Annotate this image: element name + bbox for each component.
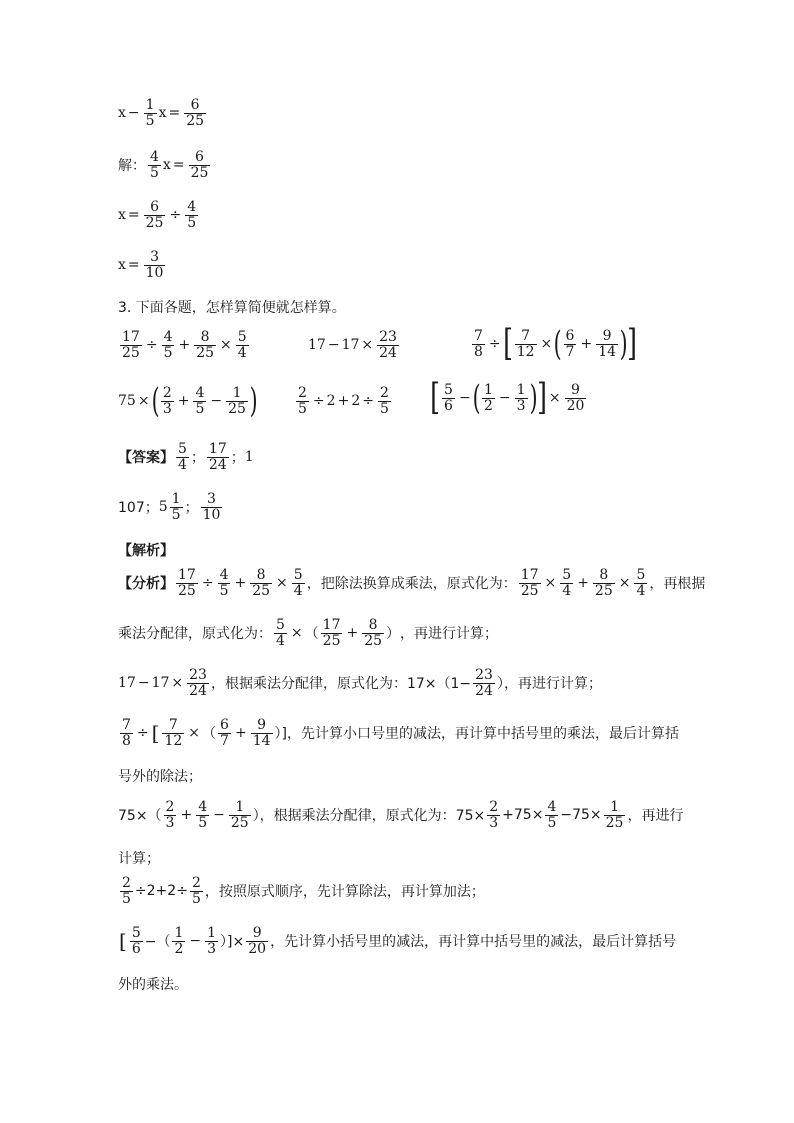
fraction	[193, 386, 206, 416]
left-paren: (	[472, 378, 481, 418]
numerator: 17	[520, 567, 539, 583]
analysis-text: ，先计算小口号里的减法，再计算中括号里的乘法，最后计算括	[286, 726, 679, 743]
numerator: 6	[565, 327, 575, 344]
analysis-text: −（	[144, 934, 171, 951]
denominator: 20	[248, 940, 267, 957]
number: 17	[118, 675, 136, 692]
fraction	[519, 568, 541, 598]
fraction	[172, 926, 185, 956]
analysis-line-3	[118, 718, 679, 748]
numerator: 5	[562, 567, 572, 583]
equals-sign: =	[168, 105, 181, 122]
denominator: 5	[171, 506, 181, 523]
number: 2	[351, 393, 361, 410]
left-paren: （	[304, 626, 319, 643]
analysis-text: ），根据乘法分配律，原式化为：75×	[252, 808, 486, 825]
denominator: 14	[252, 732, 271, 749]
analysis-text: −75×	[560, 807, 602, 824]
numerator: 2	[489, 799, 499, 815]
minus-sign: −	[127, 105, 140, 122]
denominator: 6	[444, 397, 453, 414]
numerator: 9	[602, 327, 612, 344]
numerator: 1	[145, 97, 155, 113]
fraction	[144, 250, 166, 280]
divide-sign: ÷	[201, 575, 214, 592]
denominator: 4	[237, 344, 247, 361]
times-sign: ×	[618, 575, 631, 592]
numerator: 2	[298, 385, 307, 401]
denominator: 3	[162, 400, 172, 417]
denominator: 24	[208, 456, 227, 473]
separator: ；	[230, 450, 245, 467]
analysis-text: ，再进行计算；	[400, 626, 499, 643]
numerator: 4	[163, 329, 173, 345]
denominator: 25	[190, 164, 209, 181]
analysis-line-6	[118, 926, 676, 956]
minus-sign: −	[210, 393, 223, 409]
fraction	[246, 926, 268, 956]
analysis-text: +75×	[502, 807, 544, 824]
fraction	[190, 876, 203, 906]
numerator: 1	[207, 925, 217, 941]
denominator: 20	[566, 397, 585, 414]
fraction	[185, 200, 198, 230]
separator: ；	[184, 500, 199, 517]
whole-part: 5	[158, 499, 168, 516]
numerator: 5	[276, 617, 285, 633]
denominator: 7	[220, 732, 229, 749]
denominator: 3	[489, 814, 499, 831]
denominator: 24	[189, 682, 207, 699]
numerator: 1	[610, 799, 620, 815]
denominator: 5	[219, 582, 229, 599]
analysis-text: ，按照原式顺序，先计算除法，再计算加法；	[204, 884, 485, 901]
numerator: 1	[516, 381, 526, 398]
fraction	[560, 568, 573, 598]
analysis-text: ）]×	[220, 934, 245, 951]
numerator: 17	[122, 329, 140, 345]
number: 2	[326, 393, 336, 410]
analysis-label: 【解析】	[118, 543, 174, 559]
denominator: 2	[174, 940, 184, 957]
fraction	[162, 718, 184, 748]
fraction	[593, 568, 615, 598]
separator: ；	[190, 450, 205, 467]
numerator: 9	[257, 717, 267, 733]
fraction	[442, 383, 455, 413]
denominator: 5	[195, 400, 205, 417]
numerator: 7	[521, 327, 531, 344]
numerator: 7	[122, 717, 131, 733]
numerator: 8	[599, 567, 609, 583]
right-paren: ）	[386, 626, 401, 643]
times-sign: ×	[137, 393, 150, 409]
problem-6	[430, 377, 588, 418]
plus-sign: +	[234, 725, 247, 742]
minus-sign: −	[498, 390, 511, 406]
divide-sign: ÷	[169, 207, 182, 224]
denominator: 10	[145, 264, 164, 281]
var-x: x	[118, 105, 126, 122]
fraction	[164, 800, 177, 830]
times-sign: ×	[548, 390, 561, 406]
numerator: 1	[232, 384, 242, 401]
fraction	[120, 718, 133, 748]
numerator: 5	[636, 567, 646, 583]
analysis-sub-label: 【分析】	[118, 576, 174, 593]
denominator: 3	[516, 397, 526, 414]
plus-sign: +	[580, 336, 593, 352]
denominator: 25	[252, 582, 271, 599]
fraction	[515, 329, 537, 359]
numerator: 4	[195, 384, 205, 401]
times-sign: ×	[361, 337, 374, 354]
minus-sign: −	[137, 675, 150, 692]
denominator: 25	[605, 814, 624, 831]
numerator: 9	[571, 381, 580, 398]
divide-sign: ÷	[136, 725, 149, 742]
fraction	[161, 386, 174, 416]
denominator: 25	[145, 214, 164, 231]
right-bracket: ]	[627, 323, 638, 364]
fraction	[487, 800, 500, 830]
fraction	[292, 568, 305, 598]
divide-sign: ÷	[145, 337, 158, 354]
analysis-text: ，再进行	[627, 808, 684, 825]
analysis-text: ，先计算小括号里的减法，再计算中括号里的减法，最后计算括号	[270, 934, 677, 951]
fraction	[194, 330, 216, 360]
fraction	[377, 330, 399, 360]
numerator: 5	[131, 925, 141, 941]
fraction	[170, 492, 183, 522]
fraction	[205, 926, 218, 956]
denominator: 25	[230, 814, 249, 831]
denominator: 4	[636, 582, 646, 599]
answer-label: 【答案】	[118, 450, 174, 467]
numerator: 1	[174, 925, 184, 941]
right-paren: ）]	[274, 726, 287, 743]
number: 17	[308, 337, 326, 354]
fraction	[362, 618, 384, 648]
equation-line-2	[118, 150, 212, 180]
numerator: 3	[150, 249, 160, 265]
denominator: 25	[364, 632, 383, 649]
denominator: 4	[562, 582, 572, 599]
var-x: x	[158, 105, 167, 122]
denominator: 7	[565, 343, 575, 360]
equation-line-3	[118, 200, 200, 230]
numerator: 6	[195, 149, 204, 165]
fraction	[218, 718, 231, 748]
fraction	[596, 329, 618, 359]
divide-sign: ÷	[488, 336, 501, 352]
fraction	[472, 329, 485, 359]
times-sign: ×	[171, 675, 184, 692]
analysis-text: ÷2+2÷	[134, 883, 188, 900]
numerator: 6	[190, 97, 200, 113]
fraction	[236, 330, 249, 360]
denominator: 8	[474, 343, 483, 360]
solution-label: 解：	[118, 158, 146, 175]
numerator: 23	[379, 329, 397, 345]
denominator: 25	[196, 344, 215, 361]
denominator: 3	[207, 940, 217, 957]
denominator: 4	[276, 632, 285, 649]
times-sign: ×	[276, 575, 288, 592]
numerator: 2	[379, 385, 389, 401]
fraction	[218, 568, 231, 598]
analysis-text: ，根据乘法分配律，原式化为：17×（1−	[210, 676, 472, 693]
denominator: 5	[298, 400, 307, 417]
denominator: 5	[379, 400, 389, 417]
denominator: 6	[131, 940, 141, 957]
plus-sign: +	[337, 393, 350, 410]
left-bracket: [	[151, 721, 160, 746]
analysis-line-4b: 计算；	[118, 851, 160, 867]
fraction	[184, 98, 206, 128]
numerator: 6	[150, 199, 160, 215]
numerator: 8	[200, 329, 210, 345]
fraction	[226, 386, 248, 416]
denominator: 25	[594, 582, 613, 599]
times-sign: ×	[290, 625, 303, 642]
equation-line-4	[118, 250, 167, 280]
fraction	[187, 668, 209, 698]
denominator: 5	[198, 814, 208, 831]
denominator: 14	[598, 343, 617, 360]
denominator: 12	[164, 732, 183, 749]
equation-line-1	[118, 98, 208, 128]
numerator: 4	[198, 799, 208, 815]
analysis-text: ），再进行计算；	[496, 676, 602, 693]
right-bracket: ]	[536, 377, 547, 418]
fraction	[482, 383, 495, 413]
plus-sign: +	[177, 393, 190, 409]
fraction	[321, 618, 343, 648]
denominator: 25	[322, 632, 341, 649]
answer-line-1	[118, 442, 254, 472]
number: 17	[151, 675, 170, 692]
number: 17	[341, 337, 360, 354]
analysis-line-5	[118, 876, 485, 906]
numerator: 17	[208, 441, 227, 457]
times-sign: ×	[188, 725, 201, 742]
fraction	[274, 618, 287, 648]
fraction	[250, 568, 272, 598]
numerator: 4	[187, 199, 197, 215]
plus-sign: +	[577, 575, 589, 592]
denominator: 24	[475, 682, 493, 699]
denominator: 5	[122, 890, 131, 907]
numerator: 7	[168, 717, 178, 733]
fraction	[564, 329, 577, 359]
analysis-line-4	[118, 800, 683, 830]
equals-sign: =	[127, 207, 140, 224]
left-bracket: [	[430, 377, 440, 418]
analysis-line-1b	[118, 618, 498, 648]
fraction	[162, 330, 175, 360]
fraction	[634, 568, 647, 598]
var-x: x	[118, 207, 126, 224]
analysis-text: ，再根据	[649, 576, 706, 593]
fraction	[229, 800, 251, 830]
fraction	[473, 668, 495, 698]
numerator: 4	[150, 149, 159, 165]
numerator: 2	[191, 875, 201, 891]
fraction	[196, 800, 209, 830]
fraction	[201, 492, 223, 522]
denominator: 5	[150, 164, 159, 181]
denominator: 5	[163, 344, 173, 361]
analysis-line-3b: 号外的除法；	[118, 769, 202, 785]
problem-3	[470, 323, 638, 364]
fraction	[515, 383, 528, 413]
numerator: 5	[237, 329, 247, 345]
denominator: 10	[202, 506, 221, 523]
numerator: 9	[252, 925, 262, 941]
fraction	[251, 718, 273, 748]
left-paren: (	[553, 324, 562, 364]
plus-sign: +	[180, 807, 193, 824]
right-paren: )	[249, 381, 258, 421]
denominator: 2	[483, 397, 493, 414]
analysis-line-1	[118, 568, 705, 598]
left-paren: （	[202, 726, 217, 743]
problem-5	[294, 386, 393, 416]
fraction	[176, 568, 198, 598]
denominator: 25	[186, 112, 205, 129]
denominator: 25	[228, 400, 246, 417]
denominator: 5	[187, 214, 197, 231]
denominator: 5	[547, 814, 557, 831]
right-paren: )	[619, 324, 628, 364]
divide-sign: ÷	[312, 393, 325, 410]
fraction	[130, 926, 143, 956]
left-bracket: [	[119, 929, 127, 954]
denominator: 25	[122, 344, 140, 361]
minus-sign: −	[189, 933, 202, 950]
fraction	[189, 150, 211, 180]
numerator: 8	[368, 617, 378, 633]
plus-sign: +	[178, 337, 191, 354]
answer-text: 107；	[118, 500, 159, 517]
problem-4	[118, 381, 258, 421]
fraction	[378, 386, 391, 416]
fraction	[120, 876, 133, 906]
times-sign: ×	[220, 337, 232, 354]
fraction	[176, 442, 189, 472]
equals-sign: =	[127, 257, 140, 274]
denominator: 5	[191, 890, 201, 907]
numerator: 23	[189, 667, 207, 683]
answer-line-2	[118, 492, 224, 522]
var-x: x	[162, 157, 171, 174]
numerator: 5	[444, 381, 453, 398]
fraction	[207, 442, 229, 472]
denominator: 25	[520, 582, 539, 599]
plus-sign: +	[346, 625, 359, 642]
numerator: 1	[483, 381, 493, 398]
numerator: 1	[235, 799, 245, 815]
fraction	[604, 800, 626, 830]
minus-sign: −	[213, 807, 225, 824]
analysis-line-2	[118, 668, 602, 698]
denominator: 8	[122, 732, 131, 749]
analysis-text: ，把除法换算成乘法，原式化为：	[306, 576, 517, 593]
denominator: 4	[178, 456, 187, 473]
denominator: 4	[293, 582, 303, 599]
numerator: 23	[475, 667, 493, 683]
number: 1	[244, 449, 254, 466]
denominator: 25	[178, 582, 196, 599]
right-paren: )	[529, 378, 538, 418]
minus-sign: −	[458, 390, 471, 406]
left-bracket: [	[502, 323, 513, 364]
fraction	[148, 150, 161, 180]
denominator: 5	[145, 112, 155, 129]
numerator: 4	[547, 799, 557, 815]
question-title: 3. 下面各题，怎样算简便就怎样算。	[118, 300, 346, 316]
times-sign: ×	[540, 336, 553, 352]
fraction	[565, 383, 587, 413]
numerator: 8	[256, 567, 266, 583]
analysis-line-6b: 外的乘法。	[118, 977, 188, 993]
fraction	[296, 386, 309, 416]
left-paren: (	[151, 381, 160, 421]
numerator: 5	[178, 441, 187, 457]
problem-1	[118, 330, 251, 360]
minus-sign: −	[327, 337, 340, 354]
numerator: 1	[171, 491, 181, 507]
fraction	[120, 330, 142, 360]
number: 75	[118, 393, 136, 409]
numerator: 4	[219, 567, 229, 583]
mixed-number	[159, 492, 185, 522]
var-x: x	[118, 257, 126, 274]
numerator: 2	[122, 875, 131, 891]
analysis-text: 乘法分配律，原式化为：	[118, 626, 272, 643]
fraction	[144, 200, 166, 230]
numerator: 2	[162, 384, 172, 401]
numerator: 6	[220, 717, 229, 733]
numerator: 3	[207, 491, 216, 507]
analysis-text: 75×（	[118, 808, 162, 825]
plus-sign: +	[234, 575, 247, 592]
numerator: 17	[178, 567, 196, 583]
equals-sign: =	[172, 157, 185, 174]
fraction	[545, 800, 558, 830]
numerator: 2	[165, 799, 175, 815]
denominator: 24	[379, 344, 397, 361]
fraction	[144, 98, 157, 128]
divide-sign: ÷	[362, 393, 374, 410]
times-sign: ×	[544, 575, 557, 592]
denominator: 12	[516, 343, 535, 360]
problem-2	[308, 330, 401, 360]
numerator: 17	[322, 617, 341, 633]
denominator: 3	[165, 814, 175, 831]
numerator: 5	[293, 567, 303, 583]
numerator: 7	[474, 327, 483, 344]
